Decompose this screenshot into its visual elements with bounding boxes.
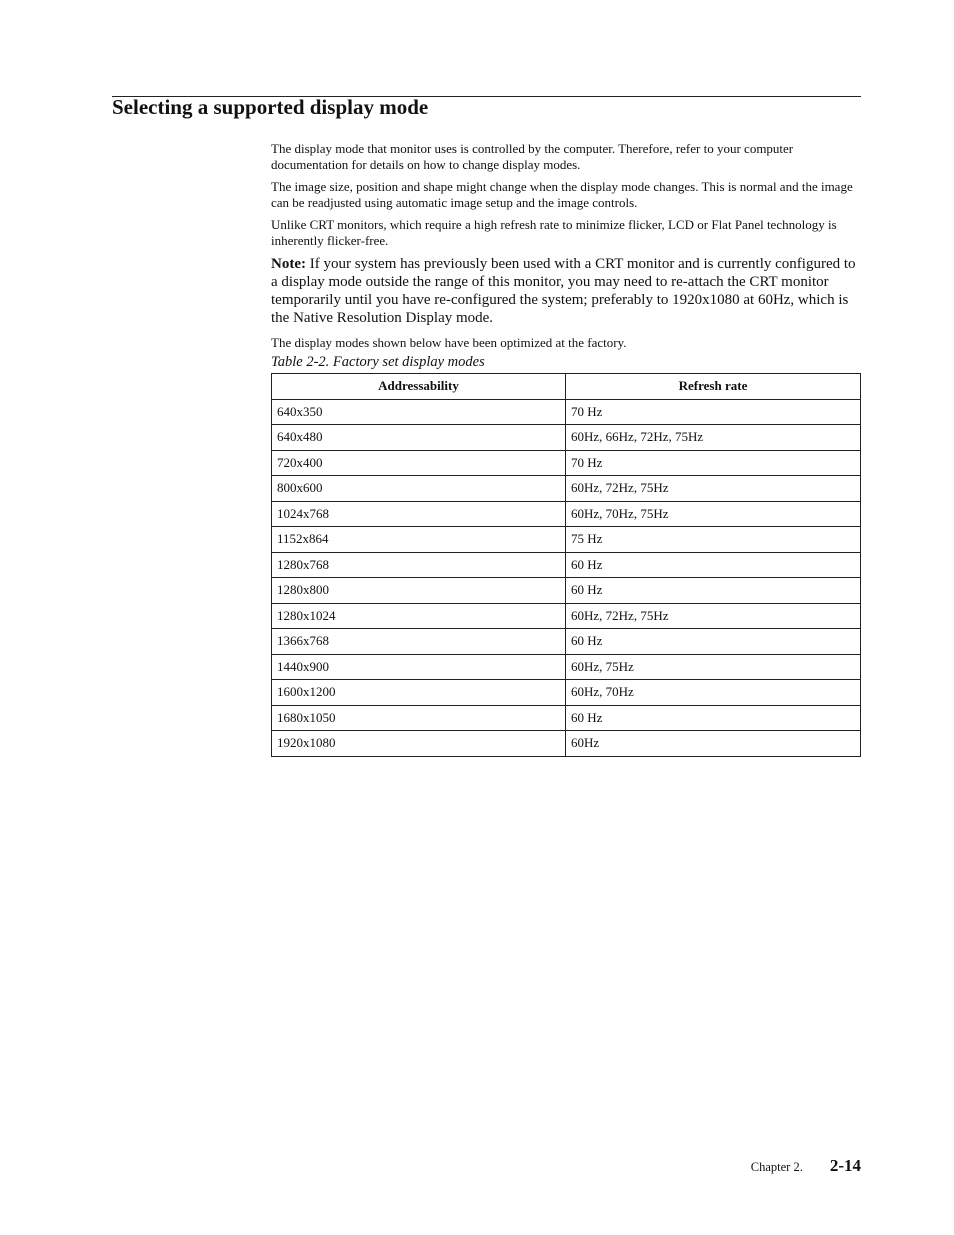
cell-refresh-rate: 70 Hz (566, 399, 861, 425)
display-modes-table (271, 373, 861, 757)
cell-refresh-rate: 60Hz, 70Hz, 75Hz (566, 501, 861, 527)
table-row (272, 731, 861, 757)
cell-addressability: 1280x1024 (272, 603, 566, 629)
cell-addressability: 1366x768 (272, 629, 566, 655)
cell-addressability: 800x600 (272, 476, 566, 502)
note-text: If your system has previously been used with a CRT monitor and is currently configured to a display mode outside the range of this monitor, you may need to re-attach the CRT monitor temporarily until you have re-configured the system; preferably to 1920x1080 at 60Hz, which is the Native Resolution Display mode. (271, 256, 856, 326)
cell-refresh-rate: 60Hz, 72Hz, 75Hz (566, 603, 861, 629)
table-row (272, 399, 861, 425)
cell-refresh-rate: 60 Hz (566, 552, 861, 578)
cell-addressability: 640x480 (272, 425, 566, 451)
cell-refresh-rate: 60Hz, 72Hz, 75Hz (566, 476, 861, 502)
page-footer (751, 1156, 861, 1176)
table-header-row (272, 374, 861, 400)
header-addressability: Addressability (272, 374, 566, 400)
cell-refresh-rate: 60 Hz (566, 705, 861, 731)
cell-addressability: 1920x1080 (272, 731, 566, 757)
table-row (272, 527, 861, 553)
cell-refresh-rate: 60 Hz (566, 629, 861, 655)
cell-addressability: 1024x768 (272, 501, 566, 527)
body-text (271, 141, 861, 371)
cell-refresh-rate: 60Hz, 66Hz, 72Hz, 75Hz (566, 425, 861, 451)
table-row (272, 476, 861, 502)
cell-addressability: 1152x864 (272, 527, 566, 553)
cell-refresh-rate: 60Hz (566, 731, 861, 757)
cell-refresh-rate: 75 Hz (566, 527, 861, 553)
section-title: Selecting a supported display mode (112, 95, 429, 119)
header-refresh-rate: Refresh rate (566, 374, 861, 400)
paragraph-display-mode: The display mode that monitor uses is controlled by the computer. Therefore, refer to your computer documentation for details on how to change display modes. (271, 141, 794, 172)
table-row (272, 654, 861, 680)
cell-addressability: 1440x900 (272, 654, 566, 680)
cell-refresh-rate: 60Hz, 70Hz (566, 680, 861, 706)
table-row (272, 603, 861, 629)
cell-refresh-rate: 70 Hz (566, 450, 861, 476)
note-label: Note: (271, 256, 306, 272)
cell-addressability: 1280x768 (272, 552, 566, 578)
table-row (272, 552, 861, 578)
table-row (272, 501, 861, 527)
cell-refresh-rate: 60 Hz (566, 578, 861, 604)
cell-refresh-rate: 60Hz, 75Hz (566, 654, 861, 680)
table-row (272, 705, 861, 731)
table-row (272, 450, 861, 476)
paragraph-crt: Unlike CRT monitors, which require a high refresh rate to minimize flicker, LCD or Flat Panel technology is inherently flicker-free. (271, 217, 837, 248)
table-row (272, 680, 861, 706)
table-row (272, 578, 861, 604)
page-number: 2-14 (829, 1156, 861, 1175)
table-body (272, 399, 861, 756)
cell-addressability: 1680x1050 (272, 705, 566, 731)
table-row (272, 629, 861, 655)
table-caption: Table 2-2. Factory set display modes (271, 354, 485, 370)
footer-chapter: Chapter 2. (750, 1160, 803, 1174)
paragraph-image-size: The image size, position and shape might change when the display mode changes. This is normal and the image can be readjusted using automatic image setup and the image controls. (271, 179, 853, 210)
cell-addressability: 720x400 (272, 450, 566, 476)
cell-addressability: 640x350 (272, 399, 566, 425)
table-row (272, 425, 861, 451)
note-paragraph (271, 255, 861, 327)
cell-addressability: 1600x1200 (272, 680, 566, 706)
paragraph-table-intro: The display modes shown below have been optimized at the factory. (271, 335, 627, 350)
cell-addressability: 1280x800 (272, 578, 566, 604)
